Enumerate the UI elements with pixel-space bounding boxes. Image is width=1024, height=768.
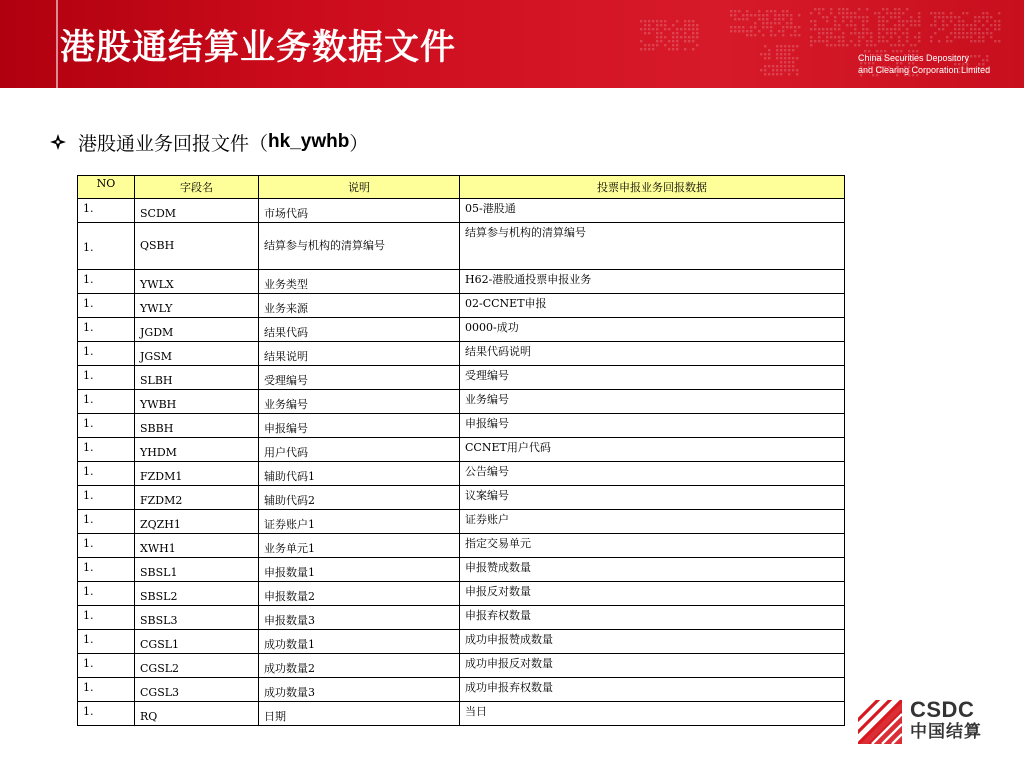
section-title-code: hk_ywhb (268, 131, 350, 152)
field-value: 议案编号 (460, 486, 845, 510)
row-number: 1. (78, 534, 135, 558)
row-number: 1. (78, 678, 135, 702)
field-name: ZQZH1 (135, 510, 259, 534)
row-number: 1. (78, 438, 135, 462)
field-value: CCNET用户代码 (460, 438, 845, 462)
organization-name (858, 52, 1008, 76)
field-name: JGSM (135, 342, 259, 366)
section-title-prefix: 港股通业务回报文件（ (78, 132, 269, 155)
logo-text-en: CSDC (910, 697, 975, 722)
table-row (78, 318, 845, 342)
column-header-no: NO (78, 176, 135, 199)
field-table (77, 175, 845, 726)
field-name: SBSL3 (135, 606, 259, 630)
table-row (78, 414, 845, 438)
field-description: 辅助代码2 (259, 486, 460, 510)
table-row (78, 390, 845, 414)
field-description: 受理编号 (259, 366, 460, 390)
field-description: 申报数量2 (259, 582, 460, 606)
table-row (78, 199, 845, 223)
table-row (78, 678, 845, 702)
row-number: 1. (78, 390, 135, 414)
table-row (78, 294, 845, 318)
field-description: 业务编号 (259, 390, 460, 414)
field-value: 02-CCNET申报 (460, 294, 845, 318)
row-number: 1. (78, 486, 135, 510)
row-number: 1. (78, 342, 135, 366)
field-description: 申报编号 (259, 414, 460, 438)
field-value: 结算参与机构的清算编号 (460, 223, 845, 270)
field-value: 申报弃权数量 (460, 606, 845, 630)
field-value: 证券账户 (460, 510, 845, 534)
field-description: 申报数量1 (259, 558, 460, 582)
table-row (78, 223, 845, 270)
table-row (78, 270, 845, 294)
field-name: YWLX (135, 270, 259, 294)
row-number: 1. (78, 606, 135, 630)
field-name: YWBH (135, 390, 259, 414)
field-description: 业务类型 (259, 270, 460, 294)
row-number: 1. (78, 414, 135, 438)
field-value: 结果代码说明 (460, 342, 845, 366)
field-value: 成功申报反对数量 (460, 654, 845, 678)
table-row (78, 486, 845, 510)
row-number: 1. (78, 318, 135, 342)
logo-text-zh: 中国结算 (910, 722, 982, 742)
field-description: 用户代码 (259, 438, 460, 462)
field-value: 0000-成功 (460, 318, 845, 342)
diamond-bullet-icon (50, 134, 66, 150)
field-description: 业务来源 (259, 294, 460, 318)
row-number: 1. (78, 199, 135, 223)
organization-name-line2: and Clearing Corporation Limited (858, 65, 991, 75)
field-description: 日期 (259, 702, 460, 726)
field-name: SBBH (135, 414, 259, 438)
table-row (78, 342, 845, 366)
field-value: 成功申报赞成数量 (460, 630, 845, 654)
field-name: YWLY (135, 294, 259, 318)
table-row (78, 582, 845, 606)
row-number: 1. (78, 223, 135, 270)
section-heading (50, 128, 368, 156)
field-description: 申报数量3 (259, 606, 460, 630)
field-description: 成功数量1 (259, 630, 460, 654)
csdc-logo (858, 697, 993, 744)
organization-name-line1: China Securities Depository (858, 53, 970, 63)
section-title-suffix: ） (349, 132, 369, 155)
row-number: 1. (78, 582, 135, 606)
row-number: 1. (78, 366, 135, 390)
row-number: 1. (78, 702, 135, 726)
field-description: 证券账户1 (259, 510, 460, 534)
table-row (78, 366, 845, 390)
field-name: QSBH (135, 223, 259, 270)
field-value: 公告编号 (460, 462, 845, 486)
field-name: XWH1 (135, 534, 259, 558)
csdc-logo-icon (858, 700, 902, 744)
field-value: 成功申报弃权数量 (460, 678, 845, 702)
field-description: 辅助代码1 (259, 462, 460, 486)
row-number: 1. (78, 630, 135, 654)
field-name: JGDM (135, 318, 259, 342)
field-value: 申报赞成数量 (460, 558, 845, 582)
banner-divider (56, 0, 58, 88)
table-row (78, 558, 845, 582)
table-row (78, 606, 845, 630)
field-name: SCDM (135, 199, 259, 223)
table-header-row (78, 176, 845, 199)
field-name: SBSL1 (135, 558, 259, 582)
table-row (78, 702, 845, 726)
row-number: 1. (78, 558, 135, 582)
field-value: 申报反对数量 (460, 582, 845, 606)
field-value: 业务编号 (460, 390, 845, 414)
field-value: H62-港股通投票申报业务 (460, 270, 845, 294)
field-description: 结算参与机构的清算编号 (259, 223, 460, 270)
field-name: CGSL1 (135, 630, 259, 654)
row-number: 1. (78, 510, 135, 534)
column-header-description: 说明 (259, 176, 460, 199)
field-name: CGSL2 (135, 654, 259, 678)
field-value: 申报编号 (460, 414, 845, 438)
page-title: 港股通结算业务数据文件 (60, 28, 457, 68)
field-name: FZDM1 (135, 462, 259, 486)
table-row (78, 510, 845, 534)
row-number: 1. (78, 462, 135, 486)
field-value: 05-港股通 (460, 199, 845, 223)
table-row (78, 438, 845, 462)
field-name: YHDM (135, 438, 259, 462)
field-name: SLBH (135, 366, 259, 390)
field-description: 成功数量2 (259, 654, 460, 678)
field-description: 结果说明 (259, 342, 460, 366)
row-number: 1. (78, 654, 135, 678)
table-row (78, 462, 845, 486)
field-name: RQ (135, 702, 259, 726)
table-row (78, 534, 845, 558)
field-name: SBSL2 (135, 582, 259, 606)
column-header-field-name: 字段名 (135, 176, 259, 199)
field-value: 受理编号 (460, 366, 845, 390)
field-name: FZDM2 (135, 486, 259, 510)
field-description: 业务单元1 (259, 534, 460, 558)
table-row (78, 630, 845, 654)
field-description: 成功数量3 (259, 678, 460, 702)
row-number: 1. (78, 294, 135, 318)
field-value: 当日 (460, 702, 845, 726)
field-name: CGSL3 (135, 678, 259, 702)
row-number: 1. (78, 270, 135, 294)
table-row (78, 654, 845, 678)
column-header-vote-data: 投票申报业务回报数据 (460, 176, 845, 199)
field-description: 市场代码 (259, 199, 460, 223)
header-banner (0, 0, 1024, 88)
field-description: 结果代码 (259, 318, 460, 342)
field-value: 指定交易单元 (460, 534, 845, 558)
table-body (78, 199, 845, 726)
